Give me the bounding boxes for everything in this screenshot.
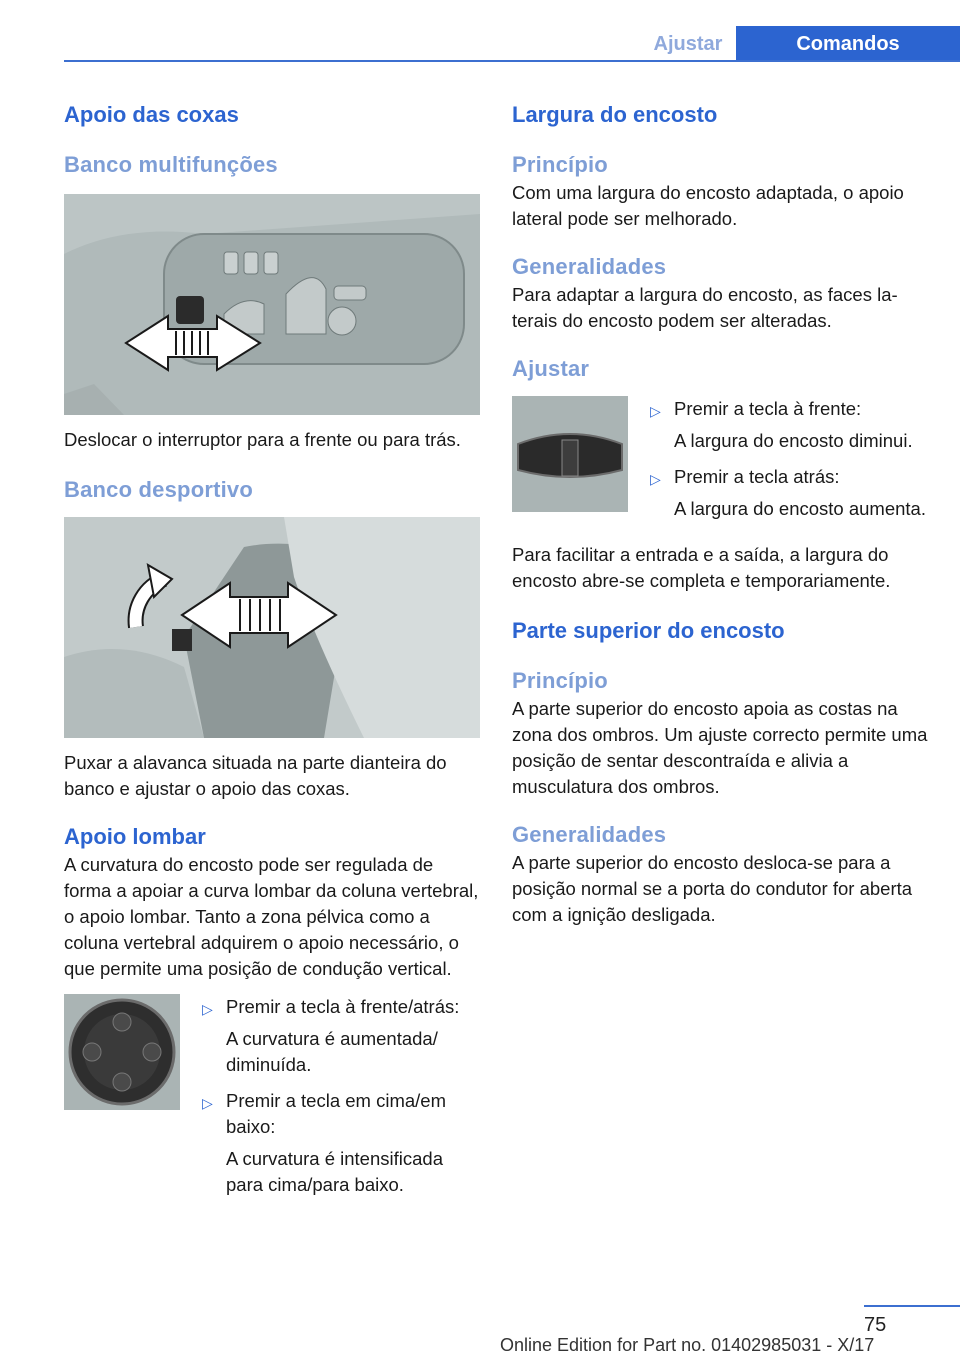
- paragraph-multifunction-instruction: Deslocar o interruptor para a frente ou para trás.: [64, 429, 461, 450]
- heading-lumbar-support: Apoio lombar: [64, 824, 206, 849]
- subheading-multifunction-seat: Banco multifunções: [64, 152, 278, 177]
- subheading-principle: Princípio: [512, 152, 608, 177]
- subheading-general: Generalidades: [512, 254, 667, 279]
- subheading-general-2: Generalidades: [512, 822, 667, 847]
- subheading-adjust: Ajustar: [512, 356, 590, 381]
- triangle-bullet-icon: ▷: [202, 1095, 213, 1111]
- subheading-sport-seat: Banco desportivo: [64, 477, 254, 502]
- backrest-instructions: [512, 396, 928, 522]
- lumbar-bullet-list: [192, 994, 480, 1198]
- paragraph-upper-general: A parte superior do encosto desloca-se para a posição normal se a porta do condutor for aberta com a ignição desligada.: [512, 852, 913, 925]
- subheading-principle-2: Princípio: [512, 668, 608, 693]
- triangle-bullet-icon: ▷: [650, 403, 661, 419]
- lumbar-instructions: [64, 994, 480, 1198]
- list-item: ▷ Premir a tecla à frente/atrás: A curvatura é aumentada/ diminuída.: [202, 996, 460, 1075]
- image-lumbar-button: [64, 994, 180, 1110]
- paragraph-entry-exit: Para facilitar a entrada e a saída, a largura do encosto abre-se completa e temporariamente.: [512, 544, 891, 591]
- footer-rule: [864, 1305, 960, 1307]
- header-chapter-tab: Comandos: [736, 26, 960, 62]
- photo-sport-seat-lever: [64, 517, 480, 738]
- heading-upper-backrest: Parte superior do encosto: [512, 618, 785, 643]
- list-item: ▷ Premir a tecla à frente: A largura do encosto diminui.: [650, 398, 913, 451]
- header-rule: [64, 60, 960, 62]
- heading-thigh-support: Apoio das coxas: [64, 102, 239, 127]
- triangle-bullet-icon: ▷: [650, 471, 661, 487]
- right-column: [512, 100, 928, 928]
- triangle-bullet-icon: ▷: [202, 1001, 213, 1017]
- list-item: ▷ Premir a tecla atrás: A largura do encosto aumenta.: [650, 466, 926, 519]
- page-number: 75: [864, 1314, 887, 1336]
- paragraph-backrest-general: Para adaptar a largura do encosto, as faces laterais do encosto podem ser alteradas.: [512, 284, 898, 331]
- paragraph-upper-principle: A parte superior do encosto apoia as costas na zona dos ombros. Um ajuste correcto permite uma posição de sentar descontraída e alivia a musculatura dos ombros.: [512, 698, 928, 797]
- heading-backrest-width: Largura do encosto: [512, 102, 718, 127]
- paragraph-lumbar-description: A curvatura do encosto pode ser regulada de forma a apoiar a curva lombar da coluna vertebral, o apoio lombar. Tanto a zona pélvica como a coluna vertebral adquirem o apoio necessário, o que permite uma posição de condução vertical.: [64, 854, 479, 979]
- footer-edition: Online Edition for Part no. 01402985031 - X/17: [500, 1335, 875, 1355]
- paragraph-backrest-principle: Com uma largura do encosto adaptada, o apoio lateral pode ser melhorado.: [512, 182, 904, 229]
- left-column: [64, 100, 480, 1198]
- list-item: ▷ Premir a tecla em cima/em baixo: A curvatura é intensificada para cima/para baixo.: [202, 1090, 446, 1195]
- image-backrest-width-button: [512, 396, 628, 512]
- paragraph-sport-seat-instruction: Puxar a alavanca situada na parte dianteira do banco e ajustar o apoio das coxas.: [64, 752, 447, 799]
- header-section-label: Ajustar: [653, 33, 723, 55]
- photo-multifunction-seat-switch: [64, 194, 480, 415]
- backrest-bullet-list: [640, 396, 928, 522]
